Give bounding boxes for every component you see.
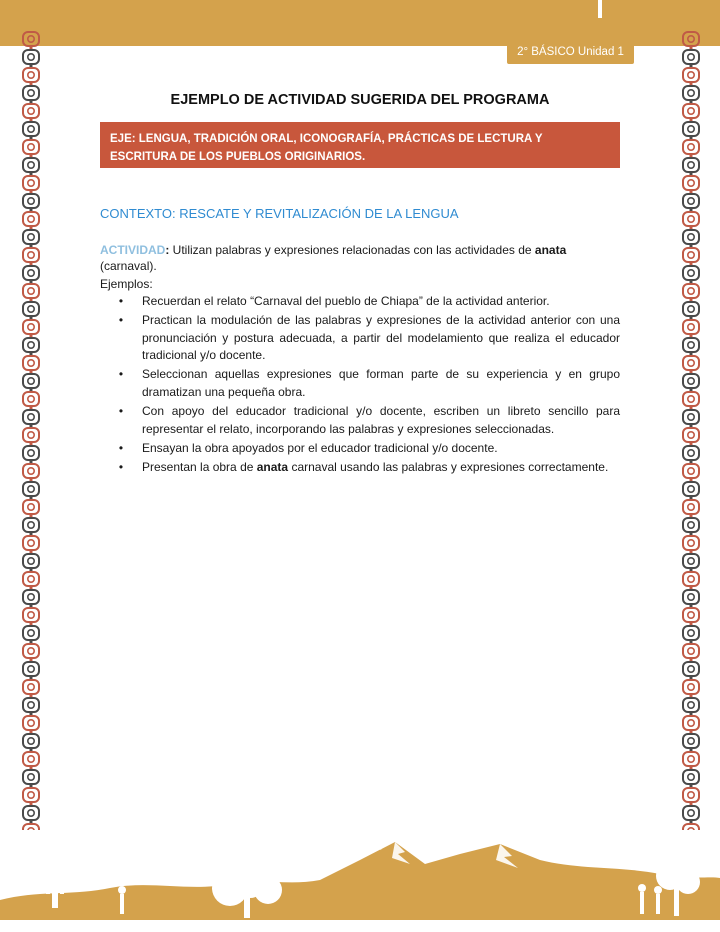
border-motif-core (28, 774, 34, 780)
border-motif (683, 32, 699, 46)
border-motif (683, 662, 699, 676)
border-motif-core (28, 756, 34, 762)
border-motif-core (28, 270, 34, 276)
bullet-icon: • (118, 459, 124, 474)
border-motif-core (688, 576, 694, 582)
border-motif (683, 626, 699, 640)
border-motif (23, 392, 39, 406)
border-motif-core (28, 90, 34, 96)
border-motif (23, 68, 39, 82)
border-motif-core (28, 702, 34, 708)
border-motif (23, 410, 39, 424)
border-motif (23, 482, 39, 496)
list-item: • Con apoyo del educador tradicional y/o docente, escriben un libreto sencillo para representar el relato, incorporando las palabras y expresiones seleccionadas. (116, 403, 620, 438)
border-motif (23, 770, 39, 784)
context-heading: CONTEXTO: RESCATE Y REVITALIZACIÓN DE LA LENGUA (100, 206, 459, 221)
border-motif-core (688, 396, 694, 402)
border-motif (683, 446, 699, 460)
border-motif (683, 374, 699, 388)
border-motif (683, 212, 699, 226)
border-motif-core (688, 666, 694, 672)
andean-pattern-icon (20, 30, 42, 840)
border-motif-core (28, 54, 34, 60)
border-motif (683, 392, 699, 406)
activity-colon: : (165, 243, 170, 257)
border-motif-core (688, 612, 694, 618)
border-motif-core (28, 216, 34, 222)
border-motif-core (688, 360, 694, 366)
border-motif-core (28, 234, 34, 240)
page-title: EJEMPLO DE ACTIVIDAD SUGERIDA DEL PROGRAMA (170, 92, 550, 108)
border-motif-core (28, 288, 34, 294)
border-motif-core (688, 486, 694, 492)
border-motif (23, 608, 39, 622)
border-motif-core (688, 324, 694, 330)
border-motif (23, 788, 39, 802)
border-motif-core (688, 234, 694, 240)
border-motif (23, 572, 39, 586)
border-motif (23, 734, 39, 748)
border-motif (683, 158, 699, 172)
border-motif (23, 518, 39, 532)
border-motif-core (688, 648, 694, 654)
landscape-silhouette-icon (0, 830, 720, 932)
border-motif (683, 680, 699, 694)
border-motif-core (28, 540, 34, 546)
border-motif-core (688, 702, 694, 708)
border-motif-core (688, 126, 694, 132)
border-motif (23, 338, 39, 352)
border-motif-core (688, 90, 694, 96)
border-motif (23, 302, 39, 316)
border-motif (683, 248, 699, 262)
border-motif-core (688, 630, 694, 636)
bullet-icon: • (118, 367, 124, 382)
border-motif (23, 806, 39, 820)
border-motif-core (28, 810, 34, 816)
border-motif (683, 86, 699, 100)
border-motif-core (28, 108, 34, 114)
border-motif-core (688, 198, 694, 204)
border-motif (683, 698, 699, 712)
border-motif-core (28, 306, 34, 312)
border-motif (683, 770, 699, 784)
border-motif (23, 212, 39, 226)
border-motif-core (28, 468, 34, 474)
border-motif-core (28, 396, 34, 402)
border-motif (683, 590, 699, 604)
border-motif-core (28, 162, 34, 168)
border-motif (683, 554, 699, 568)
border-motif-core (688, 36, 694, 42)
border-motif (23, 680, 39, 694)
border-motif-core (28, 180, 34, 186)
border-motif-core (688, 450, 694, 456)
border-motif (683, 500, 699, 514)
border-motif-core (688, 252, 694, 258)
border-motif (23, 194, 39, 208)
border-motif (683, 536, 699, 550)
bullet-icon: • (118, 294, 124, 308)
border-motif-core (28, 486, 34, 492)
border-motif-core (688, 342, 694, 348)
activity-bold-word: anata (534, 243, 567, 257)
border-motif (683, 572, 699, 586)
border-motif (683, 788, 699, 802)
border-motif (23, 230, 39, 244)
border-motif-core (28, 738, 34, 744)
border-motif (23, 104, 39, 118)
border-motif (683, 266, 699, 280)
border-motif-core (28, 666, 34, 672)
border-motif (683, 608, 699, 622)
border-motif-core (688, 306, 694, 312)
border-motif-core (688, 180, 694, 186)
border-motif (23, 464, 39, 478)
border-motif-core (688, 774, 694, 780)
border-motif (683, 752, 699, 766)
border-motif (23, 536, 39, 550)
border-motif (23, 644, 39, 658)
border-motif (23, 248, 39, 262)
border-motif (683, 194, 699, 208)
border-motif-core (688, 810, 694, 816)
examples-list (116, 293, 620, 478)
border-motif (683, 284, 699, 298)
border-motif-core (688, 54, 694, 60)
andean-pattern-icon (680, 30, 702, 840)
border-motif-core (28, 378, 34, 384)
border-motif (23, 752, 39, 766)
border-motif (23, 500, 39, 514)
border-motif (23, 626, 39, 640)
border-motif (683, 410, 699, 424)
border-motif-core (688, 144, 694, 150)
list-item: • Recuerdan el relato “Carnaval del pueblo de Chiapa” de la actividad anterior. (116, 293, 620, 311)
border-motif-core (688, 558, 694, 564)
border-motif-core (28, 576, 34, 582)
border-motif-core (28, 684, 34, 690)
border-motif (683, 122, 699, 136)
bullet-icon: • (118, 313, 124, 328)
border-motif-core (28, 36, 34, 42)
border-motif (23, 32, 39, 46)
border-motif-core (28, 450, 34, 456)
examples-label: Ejemplos: (100, 277, 153, 291)
border-motif (23, 122, 39, 136)
border-motif-core (28, 324, 34, 330)
border-motif (683, 482, 699, 496)
border-motif (683, 68, 699, 82)
border-motif-core (688, 504, 694, 510)
border-motif-core (28, 558, 34, 564)
border-motif-core (688, 288, 694, 294)
border-motif-core (28, 414, 34, 420)
border-motif (23, 698, 39, 712)
border-motif-core (688, 270, 694, 276)
border-motif (23, 428, 39, 442)
border-motif-core (28, 342, 34, 348)
border-motif (683, 230, 699, 244)
border-motif (23, 50, 39, 64)
border-motif (683, 356, 699, 370)
border-motif-core (688, 522, 694, 528)
border-motif (23, 662, 39, 676)
border-motif (23, 446, 39, 460)
border-motif (683, 320, 699, 334)
border-motif (23, 554, 39, 568)
border-motif-core (28, 360, 34, 366)
border-motif-core (28, 630, 34, 636)
border-motif (23, 266, 39, 280)
border-motif (23, 284, 39, 298)
border-motif (683, 176, 699, 190)
border-motif (23, 320, 39, 334)
border-motif (683, 518, 699, 532)
border-motif-core (28, 72, 34, 78)
border-motif-core (28, 504, 34, 510)
border-motif (23, 140, 39, 154)
border-motif (23, 158, 39, 172)
list-item: • Ensayan la obra apoyados por el educador tradicional y/o docente. (116, 440, 620, 458)
border-motif-core (28, 252, 34, 258)
border-motif (683, 644, 699, 658)
border-motif (683, 50, 699, 64)
border-motif (683, 464, 699, 478)
border-motif (683, 734, 699, 748)
border-motif (683, 140, 699, 154)
axis-box: EJE: LENGUA, TRADICIÓN ORAL, ICONOGRAFÍA, PRÁCTICAS DE LECTURA Y ESCRITURA DE LOS PUEBLOS ORIGINARIOS. (100, 122, 620, 168)
border-motif (23, 86, 39, 100)
border-motif-core (688, 108, 694, 114)
border-motif-core (688, 594, 694, 600)
border-motif-core (28, 126, 34, 132)
border-motif-core (28, 648, 34, 654)
border-motif (23, 176, 39, 190)
border-motif (683, 716, 699, 730)
border-motif-core (688, 216, 694, 222)
border-motif-core (28, 594, 34, 600)
border-motif-core (688, 684, 694, 690)
list-item: • Seleccionan aquellas expresiones que forman parte de su experiencia y en grupo dramatizan una pequeña obra. (116, 366, 620, 401)
border-motif (683, 428, 699, 442)
border-motif (683, 806, 699, 820)
unit-badge: 2° BÁSICO Unidad 1 (507, 40, 634, 64)
activity-text-after: (carnaval). (100, 259, 157, 273)
border-motif-core (28, 432, 34, 438)
border-motif-core (688, 162, 694, 168)
border-motif-core (688, 540, 694, 546)
list-item: • Practican la modulación de las palabras y expresiones de la actividad anterior con una pronunciación y postura adecuada, a partir del modelamiento que realiza el educador tradicional y/o docente. (116, 312, 620, 365)
border-motif-core (688, 738, 694, 744)
list-item: • Presentan la obra de anata carnaval usando las palabras y expresiones correctamente. (116, 459, 620, 477)
border-motif (23, 374, 39, 388)
bullet-icon: • (118, 440, 124, 455)
border-motif (683, 104, 699, 118)
border-motif-core (688, 414, 694, 420)
border-motif-core (688, 378, 694, 384)
border-motif (683, 338, 699, 352)
border-motif-core (28, 522, 34, 528)
bullet-icon: • (118, 404, 124, 419)
border-motif-core (688, 72, 694, 78)
border-motif (23, 356, 39, 370)
activity-line (100, 242, 620, 274)
border-motif-core (28, 198, 34, 204)
border-motif-core (28, 144, 34, 150)
border-motif (23, 716, 39, 730)
activity-label: ACTIVIDAD (100, 243, 166, 257)
border-motif-core (688, 432, 694, 438)
border-motif-core (688, 468, 694, 474)
border-motif-core (688, 756, 694, 762)
border-motif-core (28, 612, 34, 618)
border-motif-core (688, 720, 694, 726)
border-motif-core (28, 792, 34, 798)
border-motif (683, 302, 699, 316)
top-band-notch (598, 0, 602, 18)
border-motif-core (28, 720, 34, 726)
border-motif-core (688, 792, 694, 798)
activity-text: Utilizan palabras y expresiones relacionadas con las actividades de (169, 243, 535, 257)
border-motif (23, 590, 39, 604)
